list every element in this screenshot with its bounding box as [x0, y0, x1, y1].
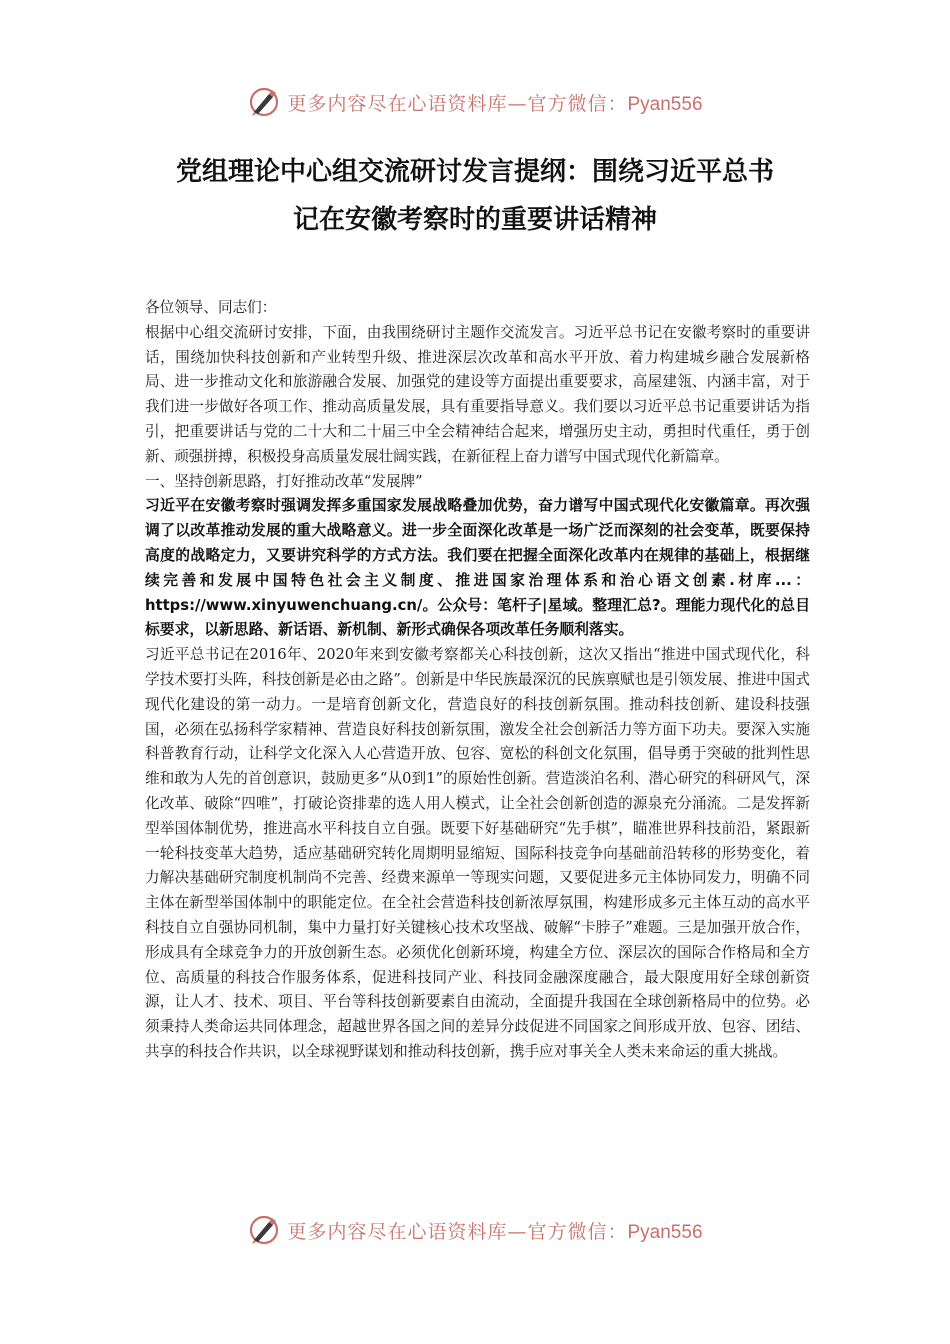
header-banner — [0, 82, 950, 122]
section-heading: 一、坚持创新思路，打好推动改革“发展牌” — [145, 472, 423, 490]
pen-logo-icon — [247, 85, 281, 119]
greeting: 各位领导、同志们： — [145, 299, 277, 316]
document-title — [110, 148, 840, 244]
title-line-2: 记在安徽考察时的重要讲话精神 — [292, 205, 657, 235]
header-wechat-id: Pyan556 — [627, 93, 703, 115]
footer-wechat-id: Pyan556 — [627, 1221, 703, 1243]
document-body — [145, 296, 810, 1065]
footer-banner-text: 更多内容尽在心语资料库—官方微信：Pyan556 — [287, 1220, 703, 1243]
emphasis-paragraph: 习近平在安徽考察时强调发挥多重国家发展战略叠加优势，奋力谱写中国式现代化安徽篇章。再次强调了以改革推动发展的重大战略意义。进一步全面深化改革是一场广泛而深刻的社会变革，既要保持高度的战略定力，又要讲究科学的方式方法。我们要在把握全面深化改革内在规律的基础上，根据继续完善和发展中国特色社会主义制度、推进国家治理体系和治心语文创素.材库...：https://www.xinyuwenchuang.cn/。公众号：笔杆子|星域。整理汇总?。理能力现代化的总目标要求，以新思路、新话语、新机制、新形式确保各项改革任务顺利落实。 — [145, 497, 810, 639]
body-paragraph: 习近平总书记在2016年、2020年来到安徽考察都关心科技创新，这次又指出“推进中国式现代化，科学技术要打头阵，科技创新是必由之路”。创新是中华民族最深沉的民族禀赋也是引领发展、推进中国式现代化建设的第一动力。一是培育创新文化，营造良好的科技创新氛围。推动科技创新、建设科技强国，必须在弘扬科学家精神、营造良好科技创新氛围，激发全社会创新活力等方面下功夫。要深入实施科普教育行动，让科学文化深入人心营造开放、包容、宽松的科创文化氛围，倡导勇于突破的批判性思维和敢为人先的首创意识，鼓励更多“从0到1”的原始性创新。营造淡泊名利、潜心研究的科研风气，深化改革、破除“四唯”，打破论资排辈的选人用人模式，让全社会创新创造的源泉充分涌流。二是发挥新型举国体制优势，推进高水平科技自立自强。既要下好基础研究“先手棋”，瞄准世界科技前沿，紧跟新一轮科技变革大趋势，适应基础研究转化周期明显缩短、国际科技竞争向基础前沿转移的形势变化，着力解决基础研究制度机制尚不完善、经费来源单一等现实问题，又要促进多元主体协同发力，明确不同主体在新型举国体制中的职能定位。在全社会营造科技创新浓厚氛围，构建形成多元主体互动的高水平科技自立自强协同机制，集中力量打好关键核心技术攻坚战、破解“卡脖子”难题。三是加强开放合作，形成具有全球竞争力的开放创新生态。必须优化创新环境，构建全方位、深层次的国际合作格局和全方位、高质量的科技合作服务体系，促进科技同产业、科技同金融深度融合，最大限度用好全球创新资源，让人才、技术、项目、平台等科技创新要素自由流动，全面提升我国在全球创新格局中的位势。必须秉持人类命运共同体理念，超越世界各国之间的差异分歧促进不同国家之间形成开放、包容、团结、共享的科技合作共识，以全球视野谋划和推动科技创新，携手应对事关全人类未来命运的重大挑战。 — [145, 646, 810, 1060]
intro-paragraph: 根据中心组交流研讨安排，下面，由我围绕研讨主题作交流发言。习近平总书记在安徽考察时的重要讲话，围绕加快科技创新和产业转型升级、推进深层次改革和高水平开放、着力构建城乡融合发展新格局、进一步推动文化和旅游融合发展、加强党的建设等方面提出重要要求，高屋建瓴、内涵丰富，对于我们进一步做好各项工作、推动高质量发展，具有重要指导意义。我们要以习近平总书记重要讲话为指引，把重要讲话与党的二十大和二十届三中全会精神结合起来，增强历史主动，勇担时代重任，勇于创新、顽强拼搏，积极投身高质量发展壮阔实践，在新征程上奋力谱写中国式现代化新篇章。 — [145, 323, 810, 465]
title-line-1: 党组理论中心组交流研讨发言提纲：围绕习近平总书 — [175, 157, 774, 187]
header-banner-text: 更多内容尽在心语资料库—官方微信：Pyan556 — [287, 92, 703, 115]
footer-banner — [0, 1210, 950, 1250]
pen-logo-icon — [247, 1213, 281, 1247]
